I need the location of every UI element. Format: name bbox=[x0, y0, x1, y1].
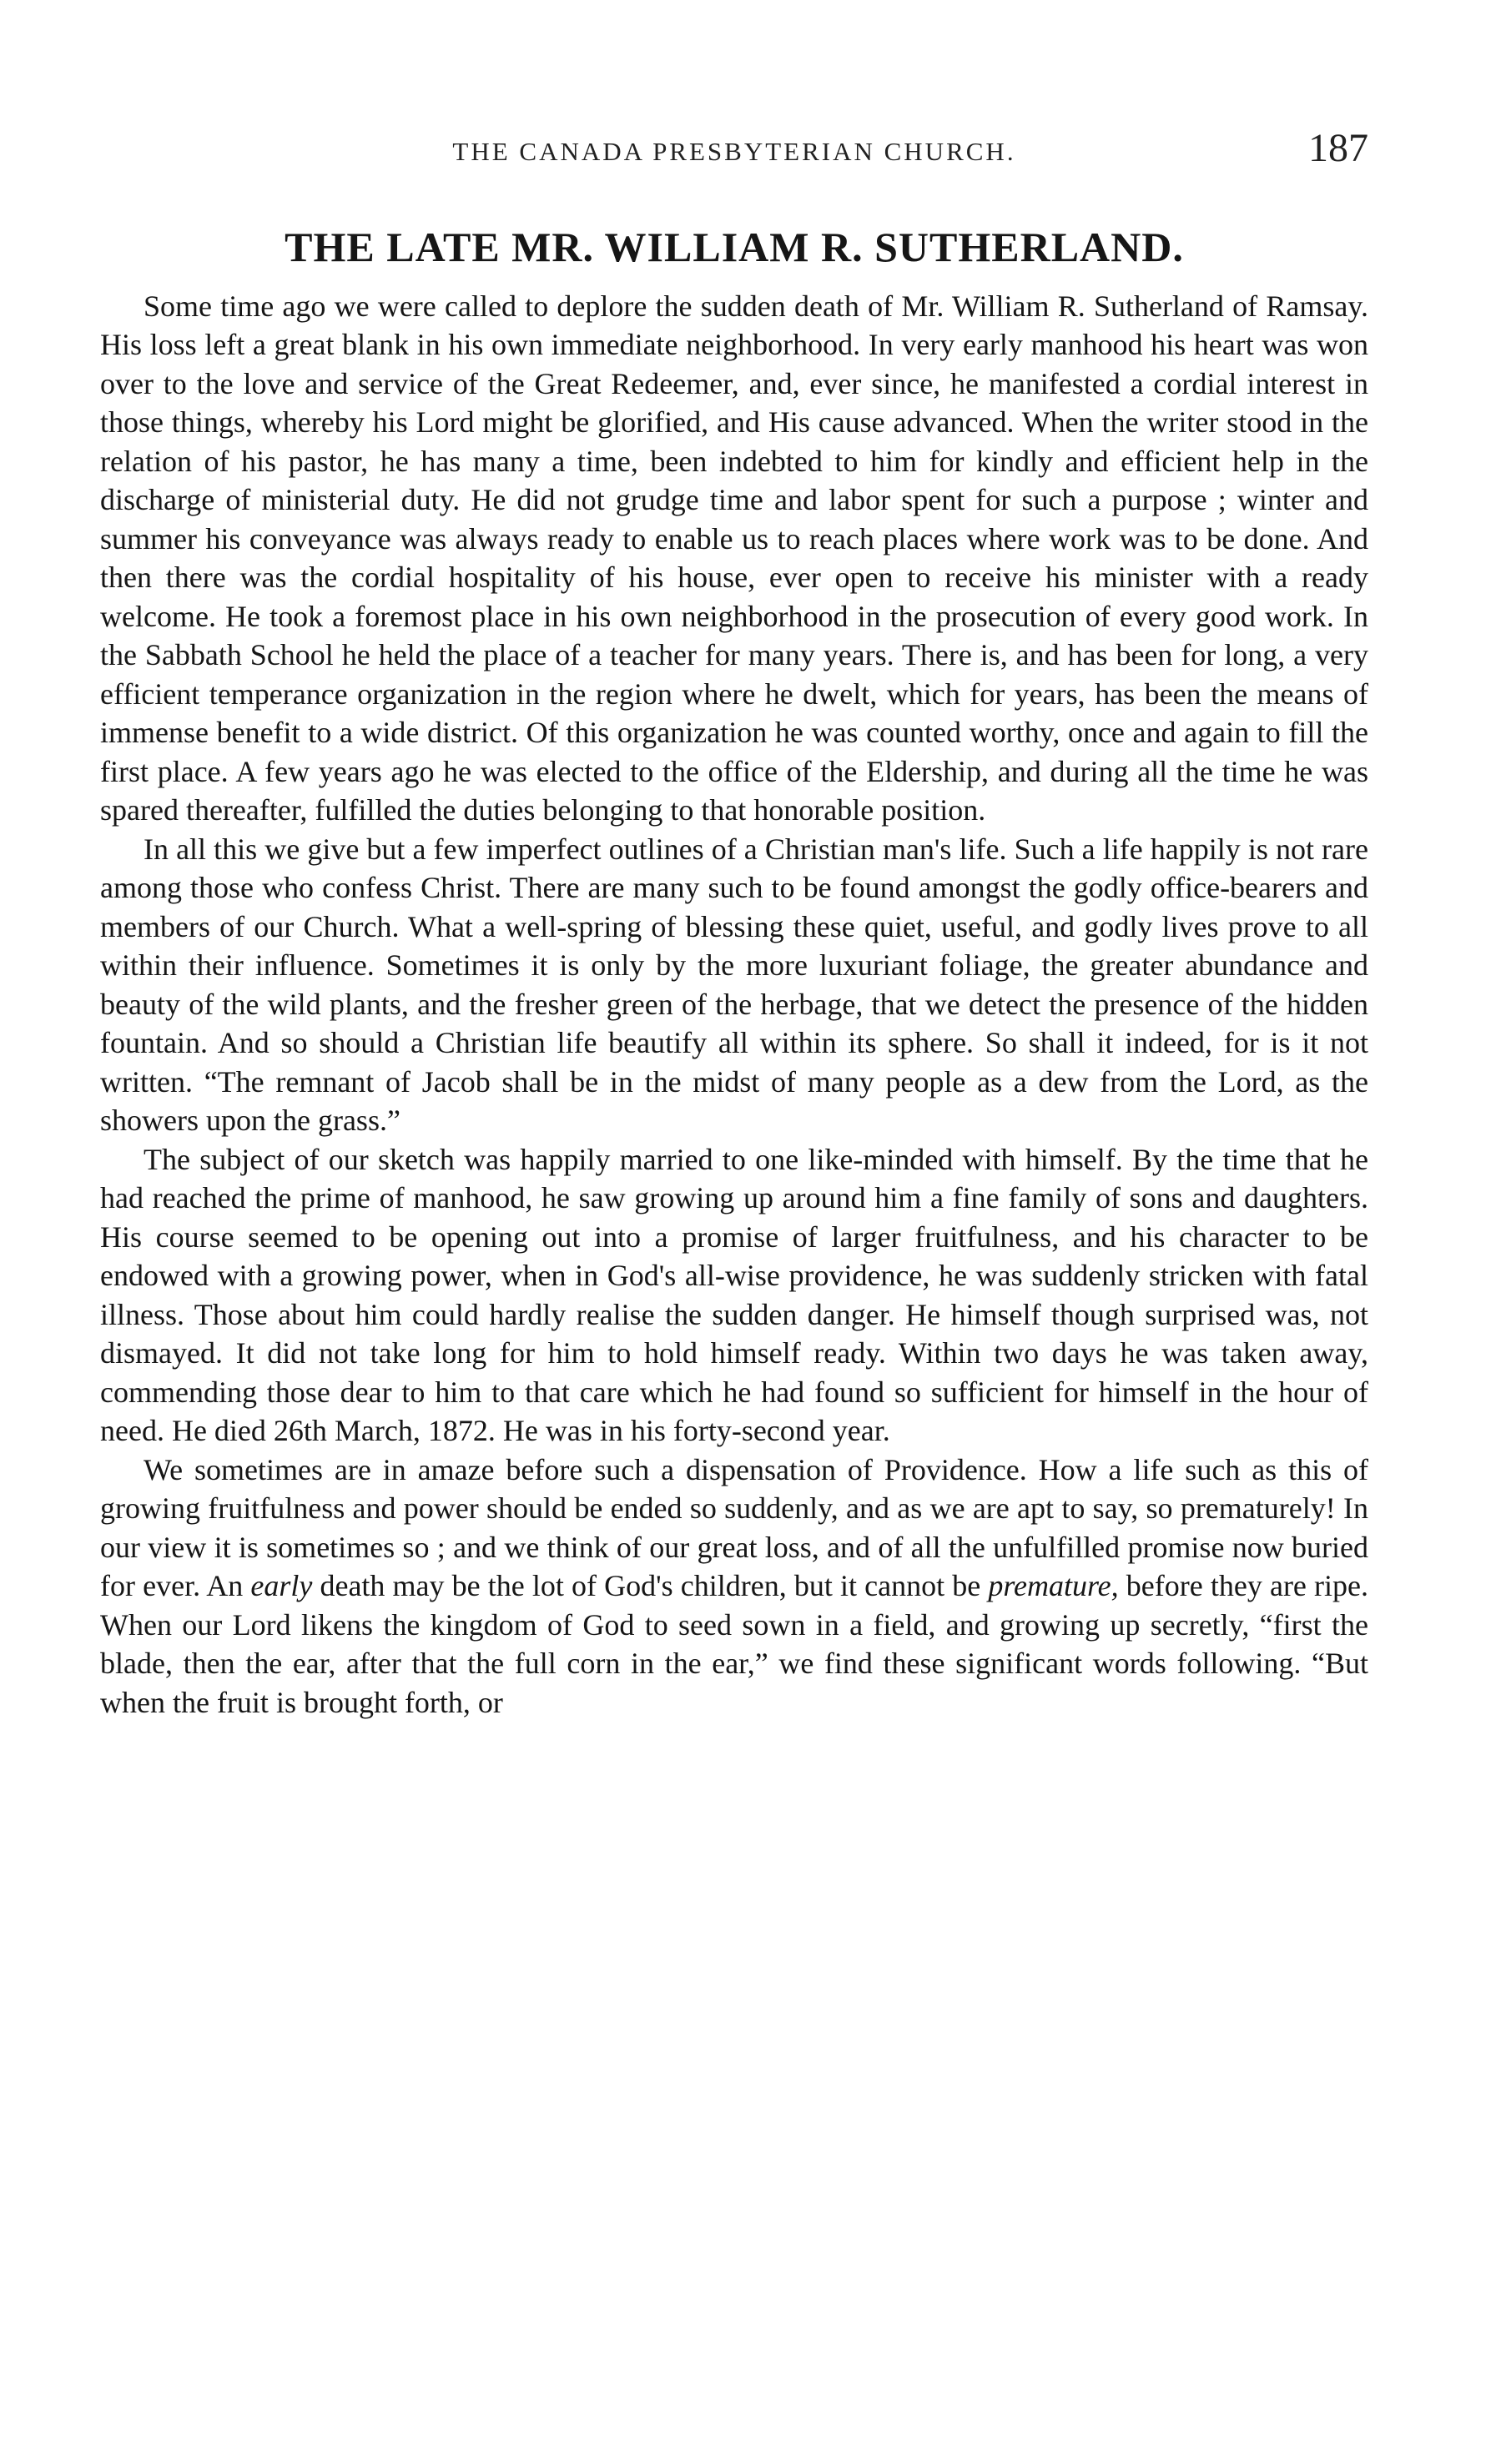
paragraph-3: The subject of our sketch was happily married to one like-minded with himself. By the time that he had reached the prime of manhood, he saw growing up around him a fine family of sons and daughters. His course seemed to be opening out into a promise of larger fruitfulness, and his character to be endowed with a growing power, when in God's all-wise providence, he was suddenly stricken with fatal illness. Those about him could hardly realise the sudden danger. He himself though surprised was, not dismayed. It did not take long for him to hold himself ready. Within two days he was taken away, commending those dear to him to that care which he had found so sufficient for himself in the hour of need. He died 26th March, 1872. He was in his forty-second year. bbox=[100, 1142, 1368, 1447]
paragraph-4 bbox=[100, 1451, 1368, 1722]
paragraph-4-italic-early: early bbox=[250, 1569, 313, 1602]
paragraph-4-italic-premature: premature, bbox=[988, 1569, 1119, 1602]
article-title: THE LATE MR. WILLIAM R. SUTHERLAND. bbox=[285, 224, 1184, 270]
page-number: 187 bbox=[1308, 126, 1368, 170]
running-title: THE CANADA PRESBYTERIAN CHURCH. bbox=[452, 137, 1016, 166]
paragraph-2: In all this we give but a few imperfect outlines of a Christian man's life. Such a life happily is not rare among those who confess Christ. There are many such to be found amongst the godly office-bearers and members of our Church. What a well-spring of blessing these quiet, useful, and godly lives prove to all within their influence. Sometimes it is only by the more luxuriant foliage, the greater abundance and beauty of the wild plants, and the fresher green of the herbage, that we detect the presence of the hidden fountain. And so should a Christian life beautify all within its sphere. So shall it indeed, for is it not written. “The remnant of Jacob shall be in the midst of many people as a dew from the Lord, as the showers upon the grass.” bbox=[100, 832, 1368, 1137]
document-page bbox=[100, 125, 1368, 1722]
paragraph-4-text-a: We sometimes are in amaze before such a dispensation of Providence. How a life such as this of growing fruitfulness and power should be ended so suddenly, and as we are apt to say, so prematurely! In our view it is sometimes so ; and we think of our great loss, and of all the unfulfilled promise now buried for ever. An bbox=[100, 1452, 1368, 1602]
paragraph-4-text-c: before they are ripe. When our Lord likens the kingdom of God to seed sown in a field, and growing up secretly, “first the blade, then the ear, after that the full corn in the ear,” we find these significant words following. “But when the fruit is brought forth, or bbox=[100, 1569, 1369, 1719]
running-head bbox=[100, 125, 1368, 175]
paragraph-1: Some time ago we were called to deplore the sudden death of Mr. William R. Sutherland of Ramsay. His loss left a great blank in his own immediate neighborhood. In very early manhood his heart was won over to the love and service of the Great Redeemer, and, ever since, he manifested a cordial interest in those things, whereby his Lord might be glorified, and His cause advanced. When the writer stood in the relation of his pastor, he has many a time, been indebted to him for kindly and efficient help in the discharge of ministerial duty. He did not grudge time and labor spent for such a purpose ; winter and summer his conveyance was always ready to enable us to reach places where work was to be done. And then there was the cordial hospitality of his house, ever open to receive his minister with a ready welcome. He took a foremost place in his own neighborhood in the prosecution of every good work. In the Sabbath School he held the place of a teacher for many years. There is, and has been for long, a very efficient temperance organization in the region where he dwelt, which for years, has been the means of immense benefit to a wide district. Of this organization he was counted worthy, once and again to fill the first place. A few years ago he was elected to the office of the Eldership, and during all the time he was spared thereafter, fulfilled the duties belonging to that honorable position. bbox=[100, 289, 1368, 827]
paragraph-4-text-b: death may be the lot of God's children, but it cannot be bbox=[312, 1569, 989, 1602]
